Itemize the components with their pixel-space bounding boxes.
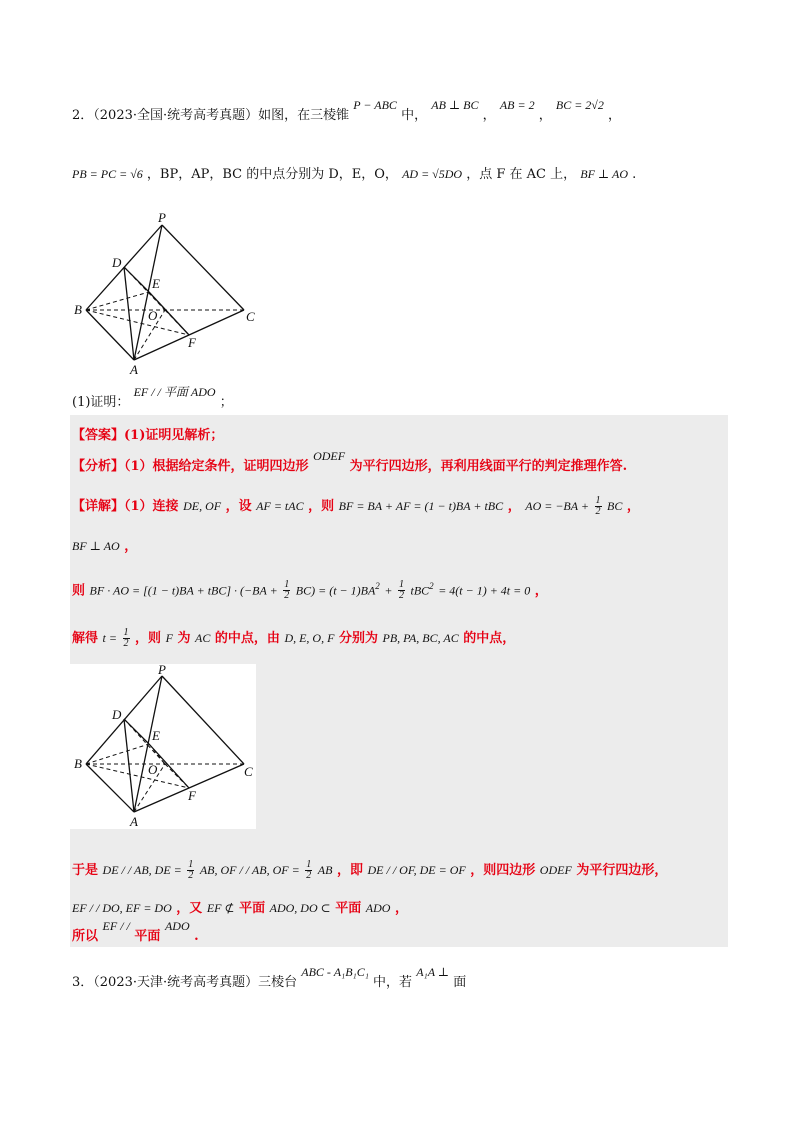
math-bf-perp: BF ⊥ AO	[72, 539, 120, 553]
math-dot-e: = 4(t − 1) + 4t = 0	[438, 583, 531, 598]
math-f: F	[165, 631, 173, 645]
label-b: B	[74, 756, 82, 771]
detail-line	[72, 496, 640, 517]
frac-den: 2	[306, 870, 312, 881]
label-o: O	[148, 308, 158, 323]
frac-den: 2	[398, 590, 404, 602]
math-pb-pc: PB = PC = √6	[72, 167, 143, 181]
math-ad: AD = √5DO	[402, 167, 463, 181]
text: 为	[177, 631, 191, 646]
fraction-half	[595, 496, 602, 517]
math-t: t =	[102, 631, 117, 645]
frac-den: 2	[595, 506, 601, 517]
text: 【分析】（1）根据给定条件，证明四边形	[72, 459, 309, 474]
text: 平面	[134, 929, 161, 944]
text: ，	[608, 108, 622, 123]
superscript: 2	[375, 581, 380, 591]
math-bf-vector: BF = BA + AF = (1 − t)BA + tBC	[338, 499, 504, 513]
math-frustum: ABC - A₁B₁C₁	[301, 965, 369, 979]
label-b: B	[74, 302, 82, 317]
text: 面	[453, 975, 467, 990]
fraction-half	[187, 860, 194, 881]
text: ，BP，AP，BC 的中点分别为 D，E，O，	[146, 167, 398, 182]
conclusion-line	[72, 919, 199, 947]
math-bf-perp-ao: BF ⊥ AO	[580, 167, 628, 181]
text: 平面	[335, 901, 362, 916]
pyramid-figure-1	[72, 210, 272, 384]
label-c: C	[246, 309, 255, 324]
analysis-line	[72, 449, 628, 477]
math-de-of: DE / / OF, DE = OF	[367, 863, 466, 877]
q2-line1	[72, 98, 622, 126]
frac-den: 2	[188, 870, 194, 881]
label-p: P	[158, 210, 166, 225]
answer-tag	[72, 426, 223, 446]
label-e: E	[152, 728, 160, 743]
q3-number: 3．（2023·天津·统考高考真题）三棱台	[72, 975, 298, 990]
text: 所以	[72, 929, 99, 944]
math-ef-do: EF / / DO, EF = DO	[72, 901, 172, 915]
math-ef-not-in: EF ⊄	[206, 901, 235, 915]
pyramid-diagram	[72, 210, 272, 380]
frac-den: 2	[123, 638, 129, 649]
frac-den: 2	[284, 590, 290, 602]
text: ，	[538, 108, 552, 123]
math-ef-parallel: EF / /	[102, 919, 130, 933]
text: 为平行四边形，	[576, 863, 668, 878]
math-bc: BC	[607, 499, 623, 513]
text: ，则	[135, 631, 162, 646]
label-o: O	[148, 762, 158, 777]
text: ，	[507, 499, 521, 514]
text: 于是	[72, 863, 99, 878]
text: 【答案】(1)证明见解析；	[72, 428, 224, 443]
label-f: F	[188, 335, 196, 350]
frac-num: 1	[123, 627, 129, 638]
text: 则	[72, 583, 86, 599]
math-de-ab: DE / / AB, DE =	[102, 863, 182, 877]
math-ab-eq-2: AB = 2	[499, 98, 535, 112]
frac-num: 1	[284, 579, 290, 591]
q3-line	[72, 965, 467, 993]
text: 为平行四边形，再利用线面平行的判定推理作答.	[349, 459, 628, 474]
q2-number: 2．（2023·全国·统考高考真题）如图，在三棱锥	[72, 108, 350, 123]
label-a: A	[130, 362, 138, 377]
label-p: P	[158, 664, 166, 677]
text: ，设	[225, 499, 252, 514]
frac-num: 1	[188, 859, 194, 870]
text: .	[632, 167, 637, 182]
text: ，	[124, 539, 138, 554]
text: 解得	[72, 631, 99, 646]
text: ，	[394, 901, 408, 916]
math-segments: PB, PA, BC, AC	[382, 631, 459, 645]
text: 平面	[239, 901, 266, 916]
text: ，	[626, 499, 640, 514]
fraction-half	[398, 580, 405, 601]
text: 的中点，由	[214, 631, 280, 646]
text: ，即	[336, 863, 363, 878]
math-dot-b: BC) = (t − 1)BA	[295, 583, 376, 598]
text: 中，若	[373, 975, 413, 990]
solve-line	[72, 628, 515, 649]
text: ，则	[308, 499, 335, 514]
text: ，则四边形	[470, 863, 536, 878]
text: .	[194, 929, 199, 944]
math-ado: ADO	[365, 901, 391, 915]
q2-line2	[72, 164, 636, 185]
label-d: D	[112, 255, 122, 270]
text: (1)证明：	[72, 395, 130, 410]
math-ac: AC	[195, 631, 211, 645]
math-odef: ODEF	[539, 863, 572, 877]
text: 【详解】（1）连接	[72, 499, 179, 514]
math-de-of: DE, OF	[183, 499, 222, 513]
math-dot-a: BF · AO = [(1 − t)BA + tBC] · (−BA +	[89, 583, 278, 598]
label-e: E	[152, 276, 160, 291]
math-ao-vector: AO = −BA +	[525, 499, 589, 513]
math-ado-do: ADO, DO ⊂	[269, 901, 331, 915]
fraction-half	[283, 580, 290, 601]
frac-num: 1	[306, 859, 312, 870]
yu-shi-line	[72, 860, 667, 881]
math-a1a-perp: A₁A ⊥	[416, 965, 450, 979]
fraction-half	[123, 628, 130, 649]
math-odef: ODEF	[313, 449, 346, 463]
label-d: D	[112, 707, 122, 722]
math-af: AF = tAC	[256, 499, 304, 513]
math-ef-parallel-plane: EF / / 平面 ADO	[133, 385, 216, 399]
fraction-half	[305, 860, 312, 881]
frac-num: 1	[595, 495, 601, 506]
text: 中，	[401, 108, 428, 123]
text: 的中点，	[463, 631, 516, 646]
math-ado: ADO	[164, 919, 190, 933]
math-points: D, E, O, F	[284, 631, 335, 645]
math-plus: +	[384, 583, 393, 598]
ef-do-line	[72, 898, 408, 919]
dot-product-line	[72, 576, 548, 601]
text: ；	[219, 395, 233, 410]
label-a: A	[130, 814, 138, 829]
bf-perp-line	[72, 536, 137, 557]
text: ，又	[176, 901, 203, 916]
q2-part1	[72, 385, 233, 413]
superscript: 2	[429, 581, 434, 591]
pyramid-diagram	[70, 664, 256, 829]
text: ，	[534, 583, 548, 599]
label-c: C	[244, 764, 253, 779]
text: ，	[482, 108, 496, 123]
math-of-ab: AB, OF / / AB, OF =	[199, 863, 300, 877]
math-ab: AB	[317, 863, 333, 877]
text: 分别为	[338, 631, 378, 646]
label-f: F	[188, 788, 196, 803]
math-ab-perp-bc: AB ⊥ BC	[431, 98, 479, 112]
pyramid-figure-2	[70, 664, 256, 829]
math-pabc: P − ABC	[353, 98, 397, 112]
math-dot-d: tBC	[410, 583, 430, 598]
frac-num: 1	[398, 579, 404, 591]
text: ，点 F 在 AC 上，	[466, 167, 577, 182]
math-bc: BC = 2√2	[555, 98, 604, 112]
